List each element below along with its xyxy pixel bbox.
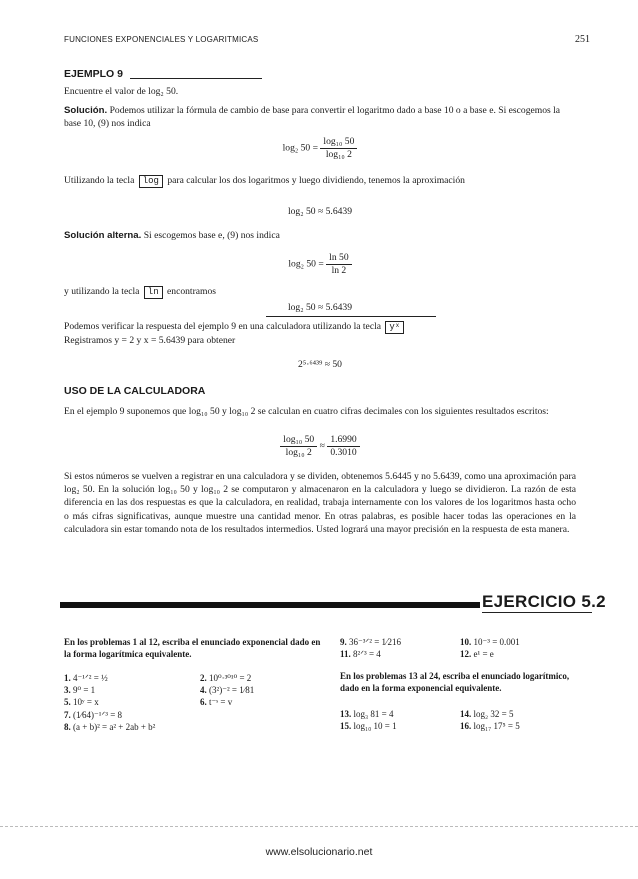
register-text: Registramos y = 2 y x = 5.6439 para obtener bbox=[64, 335, 236, 346]
solution-text: Podemos utilizar la fórmula de cambio de base para convertir el logaritmo dado a base 10 o a base e. Si escogemos la base 10, (9) nos indica bbox=[64, 105, 561, 130]
verify-text: Podemos verificar la respuesta del ejemplo 9 en una calculadora utilizando la tecla bbox=[64, 321, 381, 332]
calculator-intro: En el ejemplo 9 suponemos que log₁₀ 50 y log₁₀ 2 se calculan en cuatro cifras decimales con los siguientes resultados escritos: bbox=[64, 406, 549, 417]
calc-left-numerator: log₁₀ 50 bbox=[280, 434, 317, 447]
exercise-item: 4. (3²)⁻² = 1⁄81 bbox=[200, 685, 255, 696]
eq1-fraction bbox=[320, 136, 357, 161]
exercise-item: 5. 10ʸ = x bbox=[64, 697, 99, 708]
eq3-denominator: ln 2 bbox=[331, 265, 347, 276]
calculator-section-title: USO DE LA CALCULADORA bbox=[64, 385, 206, 397]
solution-paragraph bbox=[64, 104, 574, 130]
exercise-item: 14. log₂ 32 = 5 bbox=[460, 709, 514, 719]
eq1-lhs: log₂ 50 = bbox=[282, 142, 319, 154]
yx-key: yˣ bbox=[385, 321, 404, 334]
exercise-items-col-r2b bbox=[460, 708, 580, 732]
exercise-item: 1. 4⁻¹ᐟ² = ½ bbox=[64, 673, 108, 683]
calc-right-fraction bbox=[327, 434, 359, 459]
instructions-13-24: En los problemas 13 al 24, escriba el enunciado logarítmico, dado en la forma exponencial equivalente. bbox=[340, 671, 570, 694]
exercise-item: 9. 36⁻³ᐟ² = 1⁄216 bbox=[340, 637, 402, 647]
calc-approx-symbol: ≈ bbox=[319, 440, 325, 452]
exercise-banner-bar bbox=[60, 602, 480, 608]
exercise-items-col-mid bbox=[200, 672, 320, 709]
scan-separator bbox=[0, 826, 638, 827]
eq3-lhs: log₂ 50 = bbox=[288, 258, 324, 270]
using-ln-pre: y utilizando la tecla bbox=[64, 286, 140, 297]
using-log-pre: Utilizando la tecla bbox=[64, 175, 135, 186]
solution-label: Solución. bbox=[64, 105, 108, 116]
exercise-item: 12. e¹ = e bbox=[460, 649, 494, 660]
example-title: EJEMPLO 9 bbox=[64, 68, 123, 80]
equation-4-rule bbox=[266, 316, 436, 317]
calculator-body: Si estos números se vuelven a registrar en una calculadora y se dividen, obtenemos 5.6445 y no 5.6439, como una aproximación para log₂ 50. En la solución log₁₀ 50 y log₁₀ 2 se computaron y almacenaron en la calculadora y luego se dividieron. La razón de esta diferencia en las dos respuestas es que la calculadora, en realidad, trabaja internamente con los valores de los logaritmos hasta ocho o más cifras significativas, aunque muestre una cantidad menor. En otras palabras, es posible hacer todas las operaciones en la calculadora sin estar tomando nota de los resultados intermedios. Usted logrará una mayor precisión en la respuesta de esta manera. bbox=[64, 471, 576, 535]
equation-4: log₂ 50 ≈ 5.6439 bbox=[287, 302, 353, 313]
exercise-banner-underline bbox=[482, 612, 592, 613]
alt-solution-label: Solución alterna. bbox=[64, 230, 142, 241]
footer-url[interactable]: www.elsolucionario.net bbox=[265, 846, 373, 858]
exercise-item: 16. log₁₇ 17⁵ = 5 bbox=[460, 721, 520, 732]
eq1-denominator: log₁₀ 2 bbox=[325, 149, 352, 160]
eq3-numerator: ln 50 bbox=[326, 252, 351, 265]
page-number: 251 bbox=[575, 34, 590, 45]
exercise-item: 2. 10⁰·³⁰¹⁰ = 2 bbox=[200, 673, 252, 683]
running-title: FUNCIONES EXPONENCIALES Y LOGARITMICAS bbox=[64, 35, 259, 44]
calc-left-denominator: log₁₀ 2 bbox=[285, 447, 312, 458]
ln-key: ln bbox=[144, 286, 163, 299]
using-ln-paragraph bbox=[64, 285, 574, 299]
exercise-title: EJERCICIO 5.2 bbox=[482, 592, 606, 611]
exercise-item: 7. (1⁄64)⁻¹ᐟ³ = 8 bbox=[64, 709, 123, 720]
eq1-numerator: log₁₀ 50 bbox=[320, 136, 357, 149]
equation-3 bbox=[150, 252, 490, 277]
exercise-items-col-r1 bbox=[340, 636, 450, 660]
equation-5: 2⁵·⁶⁴³⁹ ≈ 50 bbox=[298, 359, 342, 370]
calculator-equation bbox=[150, 434, 490, 459]
alt-solution-text: Si escogemos base e, (9) nos indica bbox=[143, 230, 280, 241]
equation-1 bbox=[150, 136, 490, 161]
exercise-item: 15. log₁₀ 10 = 1 bbox=[340, 721, 397, 732]
verify-paragraph bbox=[64, 320, 584, 347]
using-ln-post: encontramos bbox=[167, 286, 217, 297]
exercise-item: 8. (a + b)² = a² + 2ab + b² bbox=[64, 721, 156, 732]
using-log-post: para calcular los dos logaritmos y luego dividiendo, tenemos la aproximación bbox=[167, 175, 465, 186]
instructions-1-12: En los problemas 1 al 12, escriba el enunciado exponencial dado en la forma logarítmica equivalente. bbox=[64, 637, 321, 660]
exercise-item: 10. 10⁻³ = 0.001 bbox=[460, 637, 520, 647]
exercise-items-col-r1b bbox=[340, 708, 450, 732]
exercise-item: 13. log₃ 81 = 4 bbox=[340, 709, 394, 719]
eq3-fraction bbox=[326, 252, 351, 277]
using-log-paragraph bbox=[64, 174, 574, 188]
alt-solution-paragraph bbox=[64, 229, 574, 242]
equation-2: log₂ 50 ≈ 5.6439 bbox=[287, 206, 353, 217]
log-key: log bbox=[139, 175, 163, 188]
exercise-item: 3. 9⁰ = 1 bbox=[64, 685, 96, 696]
exercise-item: 11. 8²ᐟ³ = 4 bbox=[340, 649, 381, 660]
exercise-items-col-left bbox=[64, 672, 204, 733]
example-statement: Encuentre el valor de log₂ 50. bbox=[64, 86, 179, 97]
example-title-rule bbox=[130, 78, 262, 79]
exercise-items-col-r2 bbox=[460, 636, 580, 660]
calc-right-denominator: 0.3010 bbox=[330, 447, 357, 458]
exercise-item: 6. t⁻ˢ = v bbox=[200, 697, 233, 708]
calc-left-fraction bbox=[280, 434, 317, 459]
calc-right-numerator: 1.6990 bbox=[327, 434, 359, 447]
